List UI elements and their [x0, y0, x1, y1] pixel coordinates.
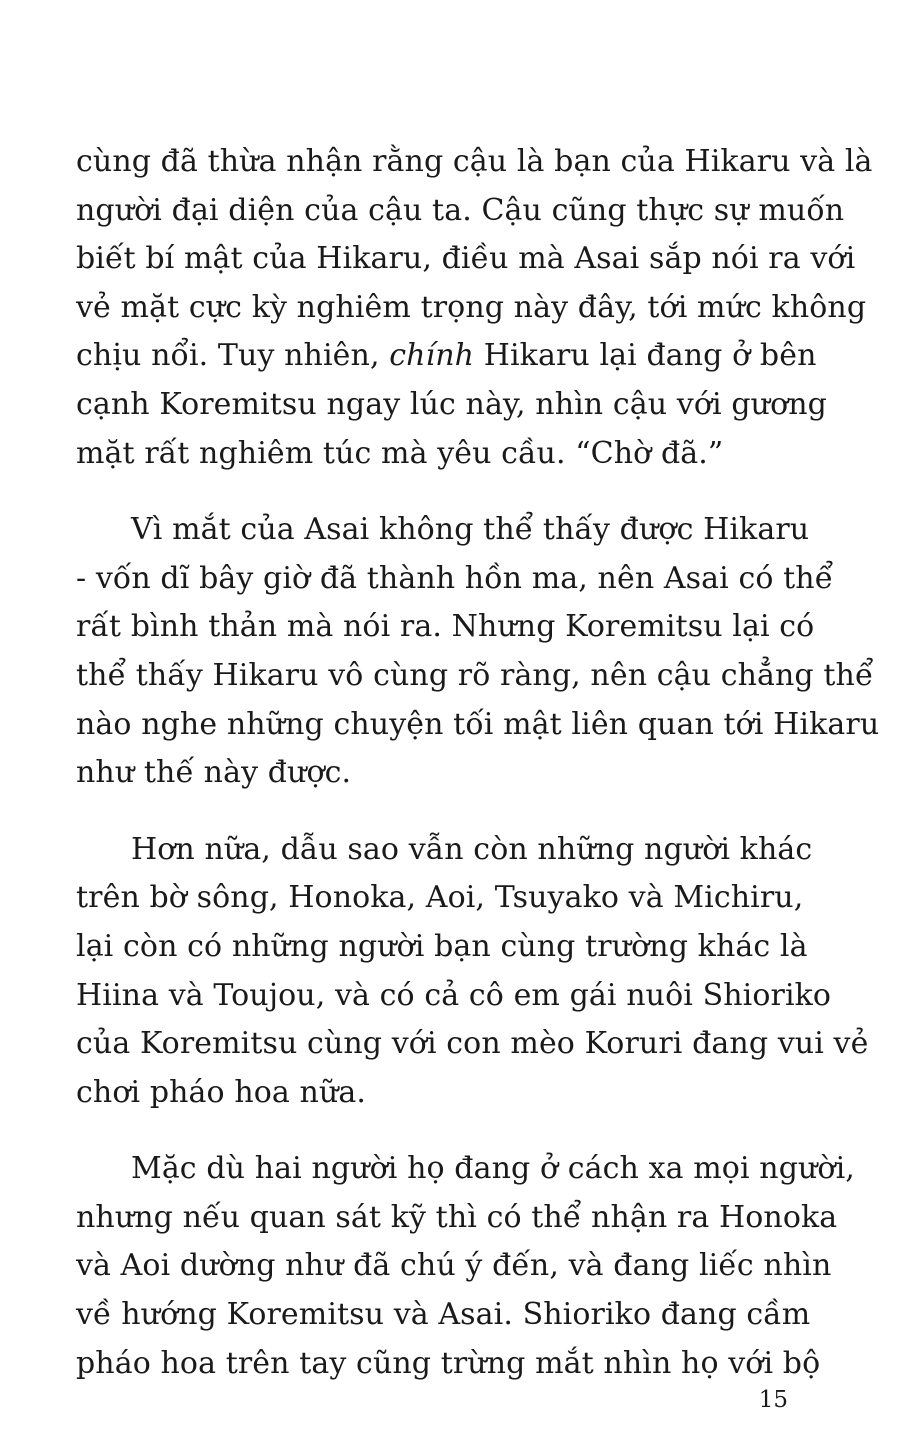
- text-line: cùng đã thừa nhận rằng cậu là bạn của Hikaru và là: [76, 144, 873, 179]
- italic-emphasis: chính: [389, 338, 475, 374]
- text-line: và Aoi dường như đã chú ý đến, và đang liếc nhìn: [76, 1248, 832, 1284]
- text-line: rất bình thản mà nói ra. Nhưng Koremitsu lại có: [76, 609, 815, 645]
- text-line: như thế này được.: [76, 755, 352, 791]
- text-line: Hơn nữa, dẫu sao vẫn còn những người khác: [131, 831, 813, 867]
- text-line: - vốn dĩ bây giờ đã thành hồn ma, nên Asai có thể: [76, 560, 834, 596]
- paragraph-3: [76, 826, 869, 1118]
- text-line: pháo hoa trên tay cũng trừng mắt nhìn họ với bộ: [76, 1345, 821, 1381]
- text-line: Mặc dù hai người họ đang ở cách xa mọi người,: [131, 1151, 855, 1187]
- text-line: thể thấy Hikaru vô cùng rõ ràng, nên cậu chẳng thể: [76, 657, 874, 693]
- text-line: Hiina và Toujou, và có cả cô em gái nuôi Shioriko: [76, 977, 832, 1013]
- text-line: Vì mắt của Asai không thể thấy được Hikaru: [131, 512, 810, 548]
- paragraph-4: [76, 1145, 855, 1388]
- text-line: lại còn có những người bạn cùng trường khác là: [76, 928, 808, 964]
- text-line: về hướng Koremitsu và Asai. Shioriko đang cầm: [76, 1297, 811, 1333]
- paragraph-2: [76, 506, 880, 798]
- text-line: mặt rất nghiêm túc mà yêu cầu. “Chờ đã.”: [76, 435, 724, 471]
- text-line: nào nghe những chuyện tối mật liên quan tới Hikaru: [76, 706, 880, 742]
- text-line: biết bí mật của Hikaru, điều mà Asai sắp nói ra với: [76, 241, 856, 277]
- text-line: người đại diện của cậu ta. Cậu cũng thực sự muốn: [76, 192, 845, 228]
- paragraph-1: [76, 138, 873, 478]
- text-line-with-italic: chịu nổi. Tuy nhiên, chính Hikaru lại đang ở bên: [76, 338, 817, 374]
- body-text: [76, 138, 880, 1388]
- text-line: vẻ mặt cực kỳ nghiêm trọng này đây, tới mức không: [76, 289, 867, 325]
- text-line: cạnh Koremitsu ngay lúc này, nhìn cậu với gương: [76, 386, 827, 422]
- text-line: của Koremitsu cùng với con mèo Koruri đang vui vẻ: [76, 1026, 869, 1062]
- page-number: 15: [758, 1387, 788, 1413]
- text-line: chơi pháo hoa nữa.: [76, 1074, 366, 1110]
- text-line: nhưng nếu quan sát kỹ thì có thể nhận ra Honoka: [76, 1199, 838, 1235]
- text-line: trên bờ sông, Honoka, Aoi, Tsuyako và Michiru,: [76, 880, 804, 916]
